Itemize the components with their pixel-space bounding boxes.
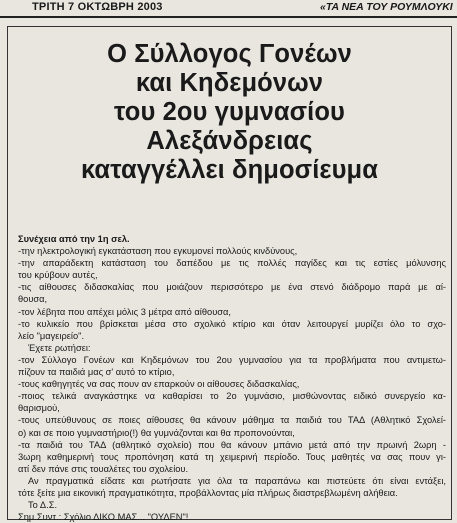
body-line: -τα παιδιά του ΤΑΔ (αθλητικό σχολείο) που θα κάνουν μπάνιο μετά από την πρωινή 2ωρη - — [18, 439, 446, 450]
body-line: λείο "μαγειρείο". — [18, 330, 85, 341]
headline-line: του 2ου γυμνασίου — [114, 98, 345, 126]
article-headline — [7, 40, 452, 185]
body-line: θαρισμού, — [18, 403, 60, 414]
body-line: Αν πραγματικά είδατε και ρωτήσατε για όλα τα παραπάνω και πιστεύετε ότι είναι εντάξει, — [28, 475, 446, 486]
headline-line: καταγγέλλει δημοσίευμα — [80, 156, 379, 184]
body-line: θουσα, — [18, 294, 48, 305]
signature-line: Το Δ.Σ. — [28, 500, 58, 511]
body-line: -το κυλικείο που βρίσκεται μέσα στο σχολικό κτίριο και όταν λειτουργεί μυρίζει όλο το σχο- — [18, 318, 446, 329]
body-line: ατί δεν πάνε στις τουαλέτες του σχολείου. — [18, 463, 189, 474]
body-line: ο) και σε ποιο γυμναστήριο(!) θα γυμνάζονται και θα προπονούνται, — [18, 427, 295, 438]
body-line: πίζουν τα παιδιά μας σ' αυτό το κτίριο, — [18, 367, 175, 378]
newspaper-name: «ΤΑ ΝΕΑ ΤΟΥ ΡΟΥΜΛΟΥΚΙ — [320, 1, 453, 13]
body-line: -τον λέβητα που απέχει μόλις 3 μέτρα από αίθουσα, — [18, 306, 231, 317]
body-line: -τους καθηγητές να σας πουν αν επαρκούν οι αίθουσες διδασκαλίας, — [18, 379, 300, 390]
continuation-note: Συνέχεια από την 1η σελ. — [18, 234, 130, 244]
body-line: -τους υπεύθυνους σε ποιες αίθουσες θα κάνουν μάθημα τα παιδιά του ΤΑΔ (Αθλητικό Σχολεί- — [18, 415, 446, 426]
body-line: τότε ξείτε μια εικονική πραγματικότητα, προβάλλοντας μία πλήρως διαστρεβλωμένη αλήθεια. — [18, 487, 398, 498]
body-line: -τις αίθουσες διδασκαλίας που μοιάζουν περισσότερο με ένα στενό διάδρομο παρά με αί- — [18, 282, 446, 293]
body-line: του κρύβουν αυτές, — [18, 270, 98, 281]
page-header — [0, 0, 457, 18]
article-body — [18, 233, 446, 523]
body-line: -ποιος τελικά αναγκάστηκε να καθαρίσει το 2ο γυμνάσιο, μισθώνοντας ειδικό συνεργείο κα- — [18, 391, 446, 402]
issue-date: ΤΡΙΤΗ 7 ΟΚΤΩΒΡΗ 2003 — [32, 1, 163, 13]
body-line: -την ηλεκτρολογική εγκατάσταση που εγκυμονεί πολλούς κινδύνους, — [18, 246, 298, 257]
headline-line: Αλεξάνδρειας — [146, 127, 313, 155]
editor-note: Σημ.Συντ.: Σχόλιο ΔΙΚΟ ΜΑΣ... "ΟΥΔΕΝ"! — [18, 512, 189, 523]
body-line: 3ωρη καθημερινή τους προπόνηση κατά τη χειμερινή περίοδο. Τους μαθητές να σας πουν γι- — [18, 451, 446, 462]
body-line: -την απαράδεκτη κατάσταση του δαπέδου με τις πολλές παγίδες και τις εστίες μόλυνσης — [18, 258, 446, 269]
body-line: Έχετε ρωτήσει: — [28, 342, 91, 353]
headline-line: και Κηδεμόνων — [135, 69, 324, 97]
body-line: -τον Σύλλογο Γονέων και Κηδεμόνων του 2ου γυμνασίου για τα προβλήματα που αντιμετω- — [18, 354, 446, 365]
headline-line: Ο Σύλλογος Γονέων — [107, 40, 352, 68]
